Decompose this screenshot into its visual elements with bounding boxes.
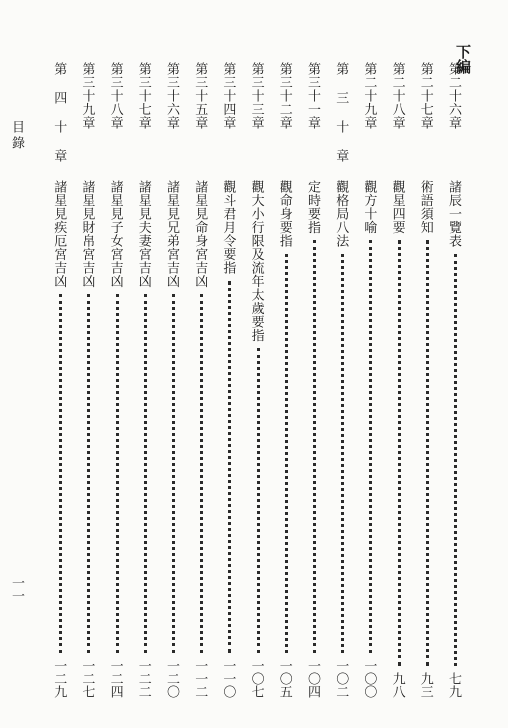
chapter-title: 觀方十喻 (361, 180, 377, 234)
chapter-title: 諸星見子女宮吉凶 (107, 180, 123, 288)
dot-leader (454, 254, 460, 667)
dot-leader (426, 240, 432, 666)
dot-leader (144, 294, 150, 653)
chapter-page-number: 一一〇 (220, 659, 236, 698)
chapter-title: 術語須知 (417, 180, 433, 234)
chapter-page-number: 一〇七 (248, 659, 264, 698)
dot-leader (59, 294, 65, 653)
toc-entry (447, 62, 465, 698)
toc-entry (193, 62, 211, 698)
toc-entry (80, 62, 98, 698)
toc-entry (278, 62, 296, 698)
dot-leader (200, 294, 206, 653)
chapter-title: 觀星四要 (389, 180, 405, 234)
chapter-page-number: 七九 (446, 672, 461, 698)
toc-entry (221, 62, 239, 698)
chapter-title: 諸星見疾厄宮吉凶 (51, 180, 67, 288)
chapter-number: 第 三 十 章 (333, 62, 349, 163)
chapter-title: 觀斗君月令要指 (220, 180, 236, 275)
chapter-number: 第 四 十 章 (51, 62, 67, 163)
chapter-number: 第三十四章 (220, 62, 236, 130)
chapter-page-number: 九三 (417, 672, 433, 698)
chapter-title: 觀大小行限及流年太歲要指 (248, 180, 264, 342)
chapter-page-number: 九八 (389, 672, 405, 698)
toc-entry (165, 62, 183, 698)
dot-leader (285, 254, 291, 654)
dot-leader (398, 240, 404, 666)
chapter-title: 觀命身要指 (276, 180, 292, 248)
chapter-page-number: 一二四 (107, 659, 123, 698)
dot-leader (87, 294, 93, 653)
chapter-number: 第三十五章 (192, 62, 208, 130)
chapter-title: 諸星見夫妻宮吉凶 (135, 180, 151, 288)
chapter-title: 諸星見兄弟宮吉凶 (164, 180, 179, 288)
chapter-page-number: 一二〇 (164, 659, 179, 698)
chapter-title: 定時要指 (305, 180, 320, 234)
dot-leader (116, 294, 122, 653)
toc-entry (52, 62, 70, 698)
chapter-number: 第三十七章 (135, 62, 151, 130)
chapter-page-number: 一二二 (135, 659, 151, 698)
chapter-page-number: 一二九 (51, 659, 67, 698)
toc-entry (109, 62, 127, 698)
chapter-page-number: 一〇五 (276, 659, 292, 698)
chapter-page-number: 一一二 (192, 659, 208, 698)
section-title: 下編 (454, 44, 472, 74)
chapter-number: 第二十七章 (417, 62, 433, 130)
chapter-page-number: 一〇二 (333, 659, 349, 698)
toc-entry (334, 62, 352, 698)
toc-entry (306, 62, 324, 698)
chapter-title: 觀格局八法 (333, 180, 349, 248)
dot-leader (369, 240, 375, 653)
chapter-page-number: 一〇四 (305, 659, 320, 698)
toc-entry (250, 62, 268, 698)
chapter-page-number: 一二七 (79, 659, 95, 698)
chapter-number: 第三十二章 (276, 62, 292, 130)
toc-entry (419, 62, 437, 698)
chapter-number: 第三十九章 (79, 62, 95, 130)
dot-leader (341, 254, 347, 654)
dot-leader (313, 240, 319, 653)
toc-entry (137, 62, 155, 698)
chapter-number: 第三十六章 (164, 62, 179, 130)
dot-leader (172, 294, 178, 653)
page-number: 一一 (9, 576, 24, 602)
chapter-number: 第二十八章 (389, 62, 405, 130)
chapter-number: 第三十八章 (107, 62, 123, 130)
chapter-title: 諸星見命身宮吉凶 (192, 180, 208, 288)
chapter-number: 第三十三章 (248, 62, 264, 130)
chapter-page-number: 一〇〇 (361, 659, 377, 698)
chapter-number: 第三十一章 (305, 62, 320, 130)
chapter-number: 第二十九章 (361, 62, 377, 130)
toc-entry (391, 62, 409, 698)
chapter-title: 諸辰一覽表 (446, 180, 461, 248)
chapter-title: 諸星見財帛宮吉凶 (79, 180, 95, 288)
toc-entry (362, 62, 380, 698)
dot-leader (228, 281, 234, 654)
chapter-number: 第二十六章 (446, 62, 461, 130)
running-head-label: 目錄 (9, 120, 24, 152)
dot-leader (257, 348, 263, 653)
